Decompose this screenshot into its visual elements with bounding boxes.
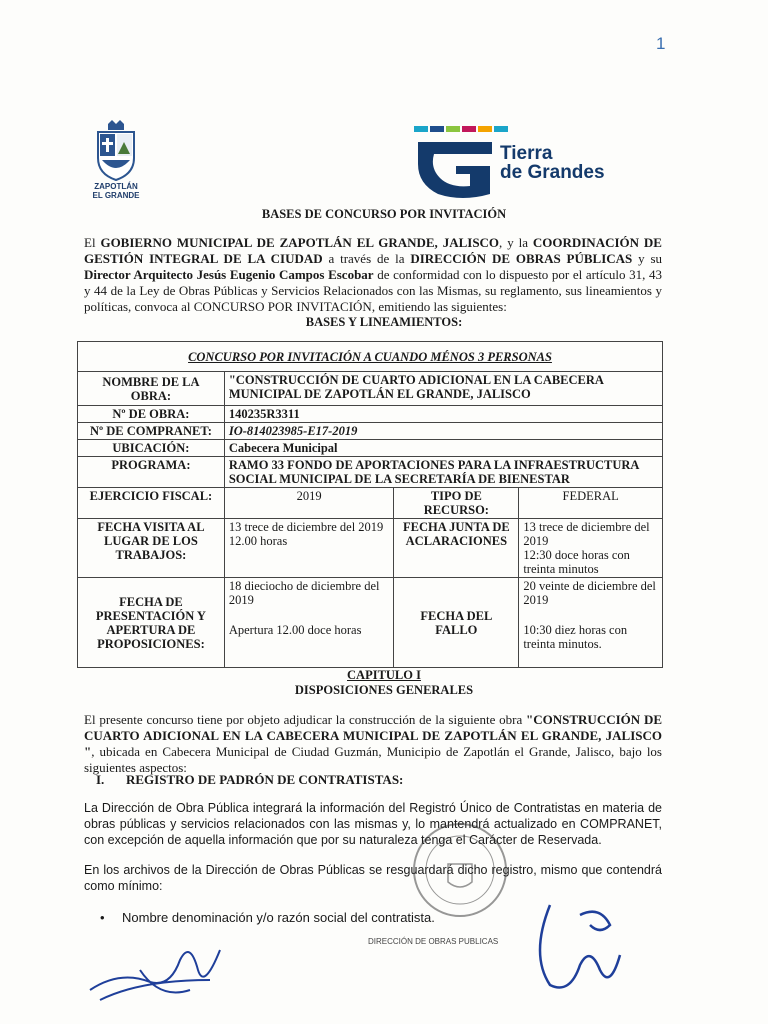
stamp-caption: DIRECCIÓN DE OBRAS PUBLICAS <box>368 937 499 946</box>
junta-date: 13 trece de diciembre del 2019 <box>523 520 650 548</box>
crest-town-subname: EL GRANDE <box>92 191 140 200</box>
document-title: BASES DE CONCURSO POR INVITACIÓN <box>261 207 507 221</box>
presentacion-time: Apertura 12.00 doce horas <box>228 623 362 637</box>
presentacion-date: 18 dieciocho de diciembre del 2019 <box>228 579 380 607</box>
bases-heading: BASES Y LINEAMIENTOS: <box>305 315 463 329</box>
num-obra-value: 140235R3311 <box>224 406 662 423</box>
signature-left <box>80 930 240 1010</box>
crest-town-name: ZAPOTLÁN <box>94 182 138 191</box>
contest-info-table <box>77 341 663 668</box>
logo-text-line1: Tierra <box>500 143 553 164</box>
objeto-paragraph: El presente concurso tiene por objeto adjudicar la construcción de la siguiente obra "CONSTRUCCIÓN DE CUARTO ADICIONAL EN LA CABECERA MUNICIPAL DE ZAPOTLÁN EL GRANDE, JALISCO ", ubicada en Cabecera Municipal de Ciudad Guzmán, Municipio de Zapotlán el Grande, Jalisco, bajo los siguientes aspectos: <box>84 712 662 775</box>
compranet-label: Nº DE COMPRANET: <box>78 423 225 440</box>
ubicacion-label: UBICACIÓN: <box>78 440 225 457</box>
table-header: CONCURSO POR INVITACIÓN A CUANDO MÉNOS 3 PERSONAS <box>78 342 663 372</box>
ejercicio-label: EJERCICIO FISCAL: <box>78 488 225 519</box>
ejercicio-value: 2019 <box>224 488 394 519</box>
page-number: 1 <box>656 34 666 53</box>
municipal-crest-logo <box>86 120 146 200</box>
archivos-paragraph: En los archivos de la Dirección de Obras Públicas se resguardará dicho registro, mismo que contendrá como mínimo: <box>84 863 662 893</box>
visita-label: FECHA VISITA AL LUGAR DE LOS TRABAJOS: <box>78 519 225 578</box>
logo-text-line2: de Grandes <box>500 162 605 183</box>
junta-label: FECHA JUNTA DE ACLARACIONES <box>394 519 519 578</box>
compranet-value: IO-814023985-E17-2019 <box>224 423 662 440</box>
list-item <box>100 910 435 925</box>
presentacion-cell <box>224 578 394 668</box>
shield-icon <box>94 120 138 182</box>
g-symbol-icon <box>412 136 498 200</box>
ubicacion-value: Cabecera Municipal <box>224 440 662 457</box>
fallo-time: 10:30 diez horas con treinta minutos. <box>523 623 628 651</box>
visita-time: 12.00 horas <box>228 534 288 548</box>
chapter-title: CAPITULO I <box>347 668 421 682</box>
num-obra-label: Nº DE OBRA: <box>78 406 225 423</box>
fallo-label: FECHA DEL FALLO <box>394 578 519 668</box>
tierra-de-grandes-logo <box>408 126 640 204</box>
junta-time: 12:30 doce horas con treinta minutos <box>523 548 630 576</box>
visita-date: 13 trece de diciembre del 2019 <box>228 520 384 534</box>
visita-cell <box>224 519 394 578</box>
official-seal-stamp <box>410 820 510 920</box>
list-item-text: Nombre denominación y/o razón social del contratista. <box>122 910 435 925</box>
intro-paragraph: El GOBIERNO MUNICIPAL DE ZAPOTLÁN EL GRANDE, JALISCO, y la COORDINACIÓN DE GESTIÓN INTEGRAL DE LA CIUDAD a través de la DIRECCIÓN DE OBRAS PÚBLICAS y su Director Arquitecto Jesús Eugenio Campos Escobar de conformidad con lo dispuesto por el artículo 31, 43 y 44 de la Ley de Obras Públicas y Servicios Relacionados con las Mismas, su reglamento, sus lineamientos y políticas, convoca al CONCURSO POR INVITACIÓN, emitiendo las siguientes: <box>84 235 663 314</box>
fallo-date: 20 veinte de diciembre del 2019 <box>523 579 656 607</box>
signature-right <box>520 895 630 1005</box>
programa-value: RAMO 33 FONDO DE APORTACIONES PARA LA INFRAESTRUCTURA SOCIAL MUNICIPAL DE LA SECRETARÍA DE BIENESTAR <box>224 457 662 488</box>
junta-cell <box>519 519 663 578</box>
section-numeral: I. <box>96 772 105 787</box>
presentacion-label: FECHA DE PRESENTACIÓN Y APERTURA DE PROPOSICIONES: <box>78 578 225 668</box>
nombre-obra-label: NOMBRE DE LA OBRA: <box>78 372 225 406</box>
section-title-text: REGISTRO DE PADRÓN DE CONTRATISTAS: <box>126 772 404 787</box>
tipo-recurso-value: FEDERAL <box>519 488 663 519</box>
programa-label: PROGRAMA: <box>78 457 225 488</box>
logo-color-bars <box>414 126 508 132</box>
registro-paragraph: La Dirección de Obra Pública integrará la información del Registró Único de Contratistas en materia de obras públicas y servicios relacionados con las mismas y, lo mantendrá actualizado en COMPRANET, con excepción de aquella información que por su naturaleza tenga el Carácter de Reservada. <box>84 801 662 847</box>
nombre-obra-value: "CONSTRUCCIÓN DE CUARTO ADICIONAL EN LA CABECERA MUNICIPAL DE ZAPOTLÁN EL GRANDE, JALISCO <box>224 372 662 406</box>
tipo-recurso-label: TIPO DE RECURSO: <box>394 488 519 519</box>
chapter-subtitle: DISPOSICIONES GENERALES <box>294 683 474 697</box>
fallo-cell <box>519 578 663 668</box>
bullet-icon: • <box>100 910 105 925</box>
section-registro-heading <box>96 772 403 788</box>
